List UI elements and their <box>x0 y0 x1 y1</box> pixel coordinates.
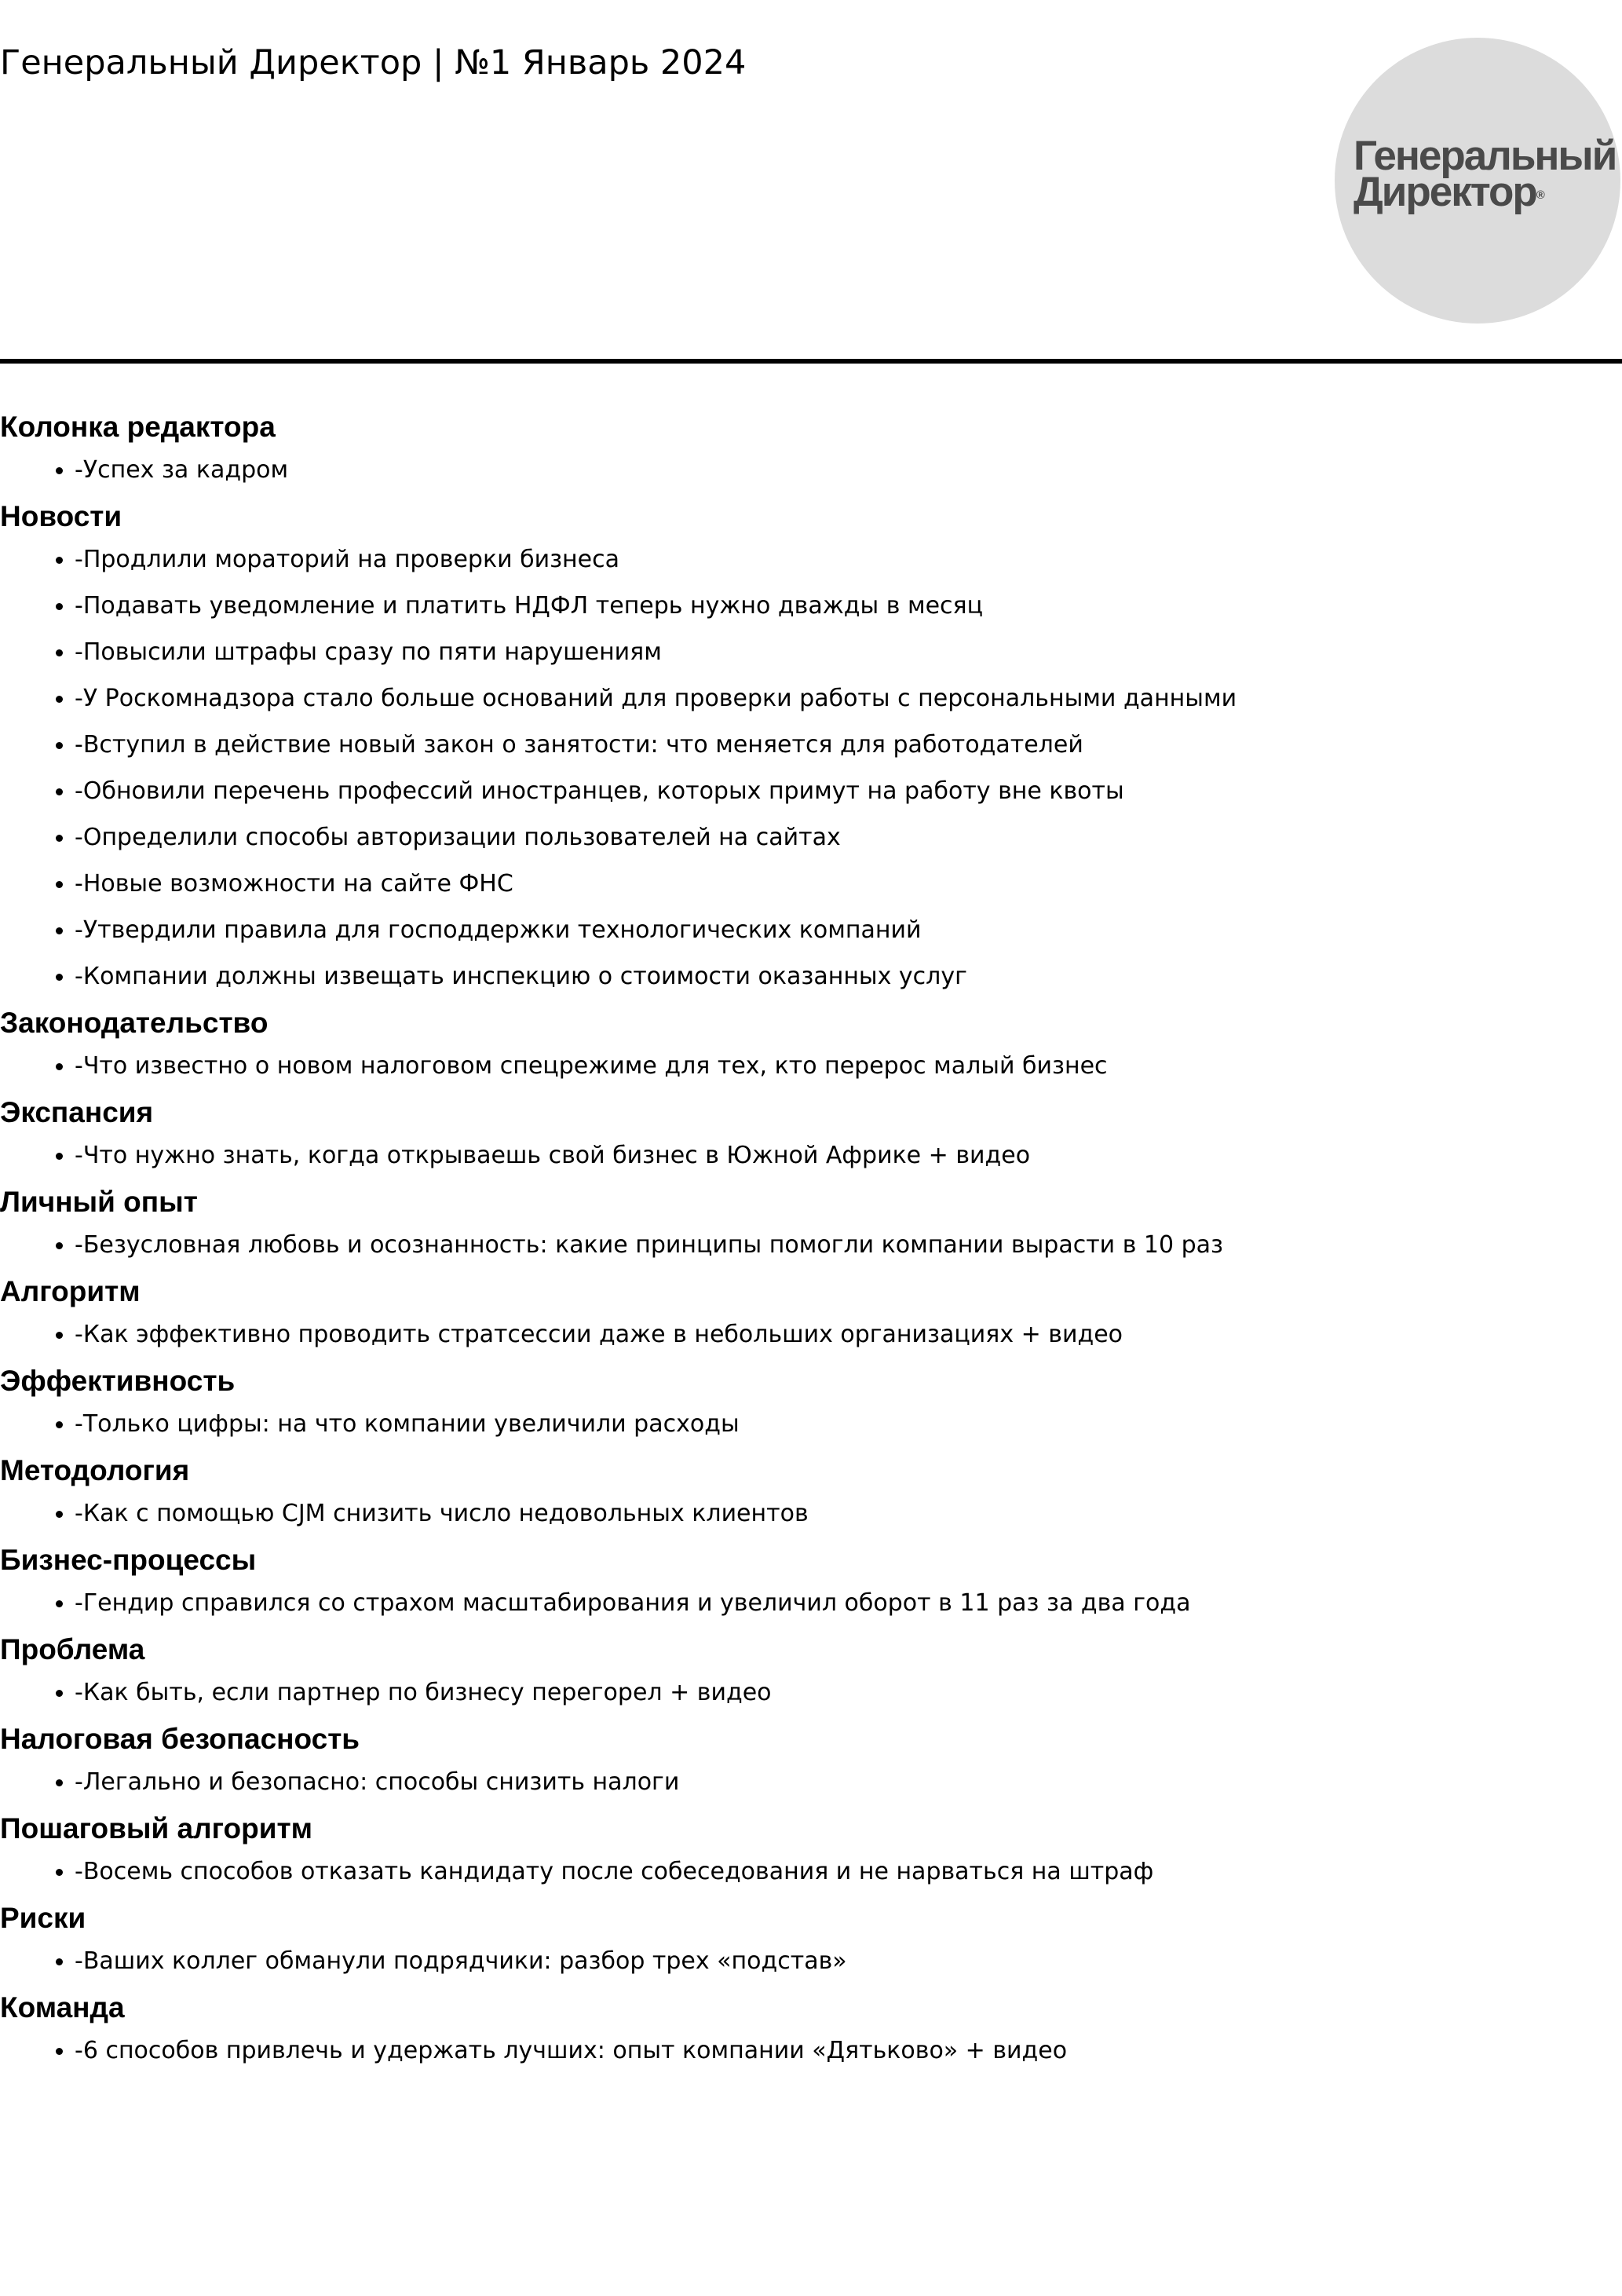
article-item: • -Как быть, если партнер по бизнесу перегорел + видео <box>75 1674 1622 1712</box>
article-item: • -Как эффективно проводить стратсессии даже в небольших организациях + видео <box>75 1316 1622 1354</box>
article-item: • -Утвердили правила для господдержки технологических компаний <box>75 912 1622 949</box>
article-list <box>0 1047 1622 1085</box>
section-heading: Эффективность <box>0 1365 236 1397</box>
article-item: • -Вступил в действие новый закон о занятости: что меняется для работодателей <box>75 726 1622 764</box>
section-heading: Пошаговый алгоритм <box>0 1812 312 1844</box>
toc-section <box>0 1362 1622 1443</box>
article-item: • -Продлили мораторий на проверки бизнеса <box>75 541 1622 579</box>
article-item: • -Что нужно знать, когда открываешь свой бизнес в Южной Африке + видео <box>75 1137 1622 1175</box>
article-item: • -Восемь способов отказать кандидату после собеседования и не нарваться на штраф <box>75 1853 1622 1891</box>
toc-section <box>0 1809 1622 1891</box>
section-heading: Команда <box>0 1991 125 2024</box>
article-list <box>0 1853 1622 1891</box>
toc-section <box>0 1720 1622 1801</box>
toc-section <box>0 1988 1622 2070</box>
logo-line-1: Генеральный <box>1353 133 1617 179</box>
toc-section <box>0 408 1622 489</box>
article-item: • -Что известно о новом налоговом спецрежиме для тех, кто перерос малый бизнес <box>75 1047 1622 1085</box>
toc-section <box>0 1004 1622 1085</box>
toc-section <box>0 1541 1622 1622</box>
article-item: • -Успех за кадром <box>75 452 1622 489</box>
article-item: • -Повысили штрафы сразу по пяти нарушениям <box>75 634 1622 671</box>
section-heading: Бизнес-процессы <box>0 1544 257 1576</box>
article-list <box>0 1943 1622 1980</box>
section-heading: Новости <box>0 500 122 532</box>
section-heading: Алгоритм <box>0 1275 141 1307</box>
section-heading: Колонка редактора <box>0 411 276 443</box>
article-item: • -Ваших коллег обманули подрядчики: разбор трех «подстав» <box>75 1943 1622 1980</box>
section-heading: Законодательство <box>0 1007 269 1039</box>
toc-section <box>0 497 1622 996</box>
section-heading: Экспансия <box>0 1096 154 1128</box>
article-list <box>0 1137 1622 1175</box>
article-item: • -Определили способы авторизации пользователей на сайтах <box>75 819 1622 857</box>
article-item: • -6 способов привлечь и удержать лучших: опыт компании «Дятьково» + видео <box>75 2032 1622 2070</box>
table-of-contents <box>0 408 1622 2078</box>
page-title: Генеральный Директор | №1 Январь 2024 <box>0 43 747 82</box>
article-item: • -Безусловная любовь и осознанность: какие принципы помогли компании вырасти в 10 раз <box>75 1227 1622 1264</box>
article-item: • -Компании должны извещать инспекцию о стоимости оказанных услуг <box>75 958 1622 996</box>
article-list <box>0 1495 1622 1533</box>
toc-section <box>0 1630 1622 1712</box>
logo-wordmark <box>1353 133 1617 215</box>
article-list <box>0 1406 1622 1443</box>
article-item: • -Легально и безопасно: способы снизить налоги <box>75 1764 1622 1801</box>
article-list <box>0 1764 1622 1801</box>
article-list <box>0 1674 1622 1712</box>
page-header <box>0 0 1622 364</box>
toc-section <box>0 1899 1622 1980</box>
toc-section <box>0 1183 1622 1264</box>
section-heading: Риски <box>0 1902 86 1934</box>
toc-section <box>0 1093 1622 1175</box>
section-heading: Личный опыт <box>0 1186 198 1218</box>
section-heading: Проблема <box>0 1633 145 1665</box>
article-item: • -Подавать уведомление и платить НДФЛ теперь нужно дважды в месяц <box>75 587 1622 625</box>
article-list <box>0 452 1622 489</box>
article-item: • -Гендир справился со страхом масштабирования и увеличил оборот в 11 раз за два года <box>75 1585 1622 1622</box>
toc-section <box>0 1451 1622 1533</box>
article-item: • -У Роскомнадзора стало больше оснований для проверки работы с персональными данными <box>75 680 1622 718</box>
header-divider <box>0 359 1622 364</box>
logo-line-2-text: Директор <box>1353 169 1536 215</box>
article-list <box>0 2032 1622 2070</box>
article-item: • -Новые возможности на сайте ФНС <box>75 865 1622 903</box>
article-list <box>0 1585 1622 1622</box>
article-item: • -Только цифры: на что компании увеличили расходы <box>75 1406 1622 1443</box>
logo-line-2 <box>1353 169 1616 215</box>
article-list <box>0 541 1622 996</box>
section-heading: Налоговая безопасность <box>0 1723 360 1755</box>
article-item: • -Обновили перечень профессий иностранцев, которых примут на работу вне квоты <box>75 773 1622 810</box>
registered-mark: ® <box>1536 188 1545 202</box>
section-heading: Методология <box>0 1454 190 1486</box>
toc-section <box>0 1272 1622 1354</box>
article-list <box>0 1227 1622 1264</box>
article-item: • -Как с помощью CJM снизить число недовольных клиентов <box>75 1495 1622 1533</box>
magazine-logo <box>1335 38 1620 324</box>
article-list <box>0 1316 1622 1354</box>
